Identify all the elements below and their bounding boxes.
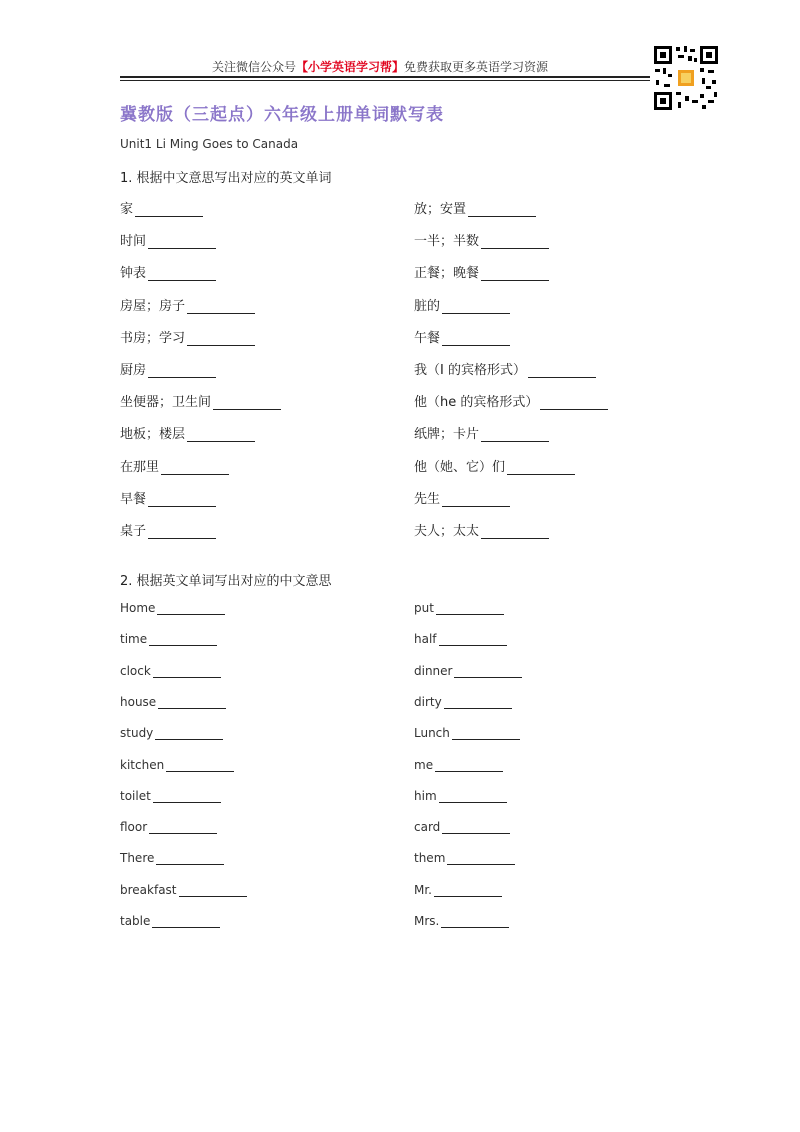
vocab-label: house — [120, 694, 157, 709]
answer-blank[interactable] — [155, 727, 223, 740]
vocab-label: Mrs. — [414, 914, 440, 928]
section2-left-item — [120, 789, 221, 803]
vocab-label: 一半；半数 — [414, 234, 480, 250]
vocab-label: put — [414, 601, 434, 615]
section1-right-item — [414, 327, 510, 346]
answer-blank[interactable] — [161, 462, 229, 475]
header-rule — [120, 76, 650, 78]
vocab-label: table — [120, 914, 151, 928]
vocab-label: 坐便器；卫生间 — [120, 395, 212, 411]
vocab-label: half — [414, 632, 437, 647]
answer-blank[interactable] — [152, 915, 220, 928]
section2-right-item — [414, 601, 504, 615]
section1-left-item — [120, 230, 216, 249]
vocab-label: 他（he 的宾格形式） — [414, 395, 539, 411]
answer-blank[interactable] — [187, 429, 255, 442]
vocab-label: toilet — [120, 788, 151, 803]
vocab-label: Mr. — [414, 882, 432, 897]
vocab-label: 房屋；房子 — [120, 298, 186, 314]
section1-left-item — [120, 198, 203, 217]
section1-right-item — [414, 262, 549, 281]
answer-blank[interactable] — [481, 236, 549, 249]
vocab-label: 桌子 — [120, 524, 147, 539]
answer-blank[interactable] — [135, 204, 203, 217]
vocab-label: dinner — [414, 663, 453, 678]
vocab-label: 地板；楼层 — [120, 427, 186, 443]
vocab-label: them — [414, 851, 446, 866]
answer-blank[interactable] — [439, 633, 507, 646]
section2-heading: 2. 根据英文单词写出对应的中文意思 — [120, 574, 332, 589]
answer-blank[interactable] — [442, 301, 510, 314]
section2-right-item — [414, 820, 510, 834]
section1-right-item — [414, 423, 549, 442]
vocab-label: 他（她、它）们 — [414, 459, 506, 475]
header-rule-thin — [120, 80, 650, 81]
answer-blank[interactable] — [507, 462, 575, 475]
answer-blank[interactable] — [436, 602, 504, 615]
section1-left-item — [120, 327, 255, 346]
answer-blank[interactable] — [442, 494, 510, 507]
section2-left-item — [120, 758, 234, 772]
section2-right-item — [414, 789, 507, 803]
vocab-label: me — [414, 757, 434, 772]
answer-blank[interactable] — [442, 333, 510, 346]
section1-heading: 1. 根据中文意思写出对应的英文单词 — [120, 171, 332, 186]
section1-left-item — [120, 488, 216, 507]
section2-right-item — [414, 695, 512, 709]
vocab-label: kitchen — [120, 757, 165, 772]
section2-right-item — [414, 914, 509, 928]
vocab-label: breakfast — [120, 882, 177, 897]
section2-left-item — [120, 726, 223, 740]
answer-blank[interactable] — [157, 602, 225, 615]
vocab-label: Lunch — [414, 726, 450, 741]
answer-blank[interactable] — [213, 397, 281, 410]
answer-blank[interactable] — [447, 852, 515, 865]
answer-blank[interactable] — [148, 526, 216, 539]
vocab-label: card — [414, 820, 441, 835]
answer-blank[interactable] — [528, 365, 596, 378]
vocab-label: floor — [120, 820, 148, 835]
vocab-label: 时间 — [120, 234, 147, 250]
answer-blank[interactable] — [187, 301, 255, 314]
section1-right-item — [414, 230, 549, 249]
section2-right-item — [414, 851, 515, 865]
unit-title: Unit1 Li Ming Goes to Canada — [120, 137, 299, 151]
section1-left-item — [120, 295, 255, 314]
section1-right-item — [414, 520, 549, 539]
section2-left-item — [120, 695, 226, 709]
section1-left-item — [120, 391, 281, 410]
section1-right-item — [414, 295, 510, 314]
vocab-label: 早餐 — [120, 491, 147, 507]
section2-right-item — [414, 726, 520, 740]
answer-blank[interactable] — [442, 821, 510, 834]
answer-blank[interactable] — [434, 884, 502, 897]
vocab-label: 在那里 — [120, 459, 160, 475]
answer-blank[interactable] — [149, 633, 217, 646]
section1-left-item — [120, 520, 216, 539]
vocab-label: Home — [120, 601, 156, 615]
section2-right-item — [414, 632, 507, 646]
vocab-label: 纸牌；卡片 — [414, 427, 480, 443]
section1-right-item — [414, 488, 510, 507]
qr-code-icon — [652, 44, 720, 112]
answer-blank[interactable] — [441, 915, 509, 928]
answer-blank[interactable] — [454, 665, 522, 678]
section2-left-item — [120, 632, 217, 646]
section1-left-item — [120, 423, 255, 442]
vocab-label: 午餐 — [414, 330, 441, 346]
section1-left-item — [120, 262, 216, 281]
header-highlight: 【小学英语学习帮】 — [295, 60, 404, 74]
section1-right-item — [414, 359, 596, 378]
section1-left-item — [120, 359, 216, 378]
answer-blank[interactable] — [166, 759, 234, 772]
answer-blank[interactable] — [481, 429, 549, 442]
section2-left-item — [120, 601, 225, 615]
vocab-label: 脏的 — [414, 298, 441, 314]
answer-blank[interactable] — [468, 204, 536, 217]
answer-blank[interactable] — [148, 268, 216, 281]
section2-left-item — [120, 851, 224, 865]
answer-blank[interactable] — [148, 365, 216, 378]
section1-right-item — [414, 198, 536, 217]
answer-blank[interactable] — [439, 790, 507, 803]
section2-right-item — [414, 883, 502, 897]
vocab-label: dirty — [414, 694, 442, 709]
answer-blank[interactable] — [179, 884, 247, 897]
section1-right-item — [414, 391, 608, 410]
page-title: 冀教版（三起点）六年级上册单词默写表 — [120, 105, 444, 125]
section2-left-item — [120, 664, 221, 678]
vocab-label: 厨房 — [120, 363, 147, 378]
section1-right-item — [414, 456, 575, 475]
answer-blank[interactable] — [481, 268, 549, 281]
section2-left-item — [120, 914, 220, 928]
header-suffix: 免费获取更多英语学习资源 — [404, 60, 549, 74]
vocab-label: study — [120, 726, 154, 741]
vocab-label: 书房；学习 — [120, 330, 186, 346]
answer-blank[interactable] — [540, 397, 608, 410]
answer-blank[interactable] — [435, 759, 503, 772]
section2-right-item — [414, 758, 503, 772]
vocab-label: 先生 — [414, 491, 441, 507]
answer-blank[interactable] — [149, 821, 217, 834]
vocab-label: time — [120, 632, 148, 647]
section2-left-item — [120, 820, 217, 834]
vocab-label: 放；安置 — [414, 202, 467, 217]
answer-blank[interactable] — [158, 696, 226, 709]
section2-right-item — [414, 664, 522, 678]
answer-blank[interactable] — [153, 665, 221, 678]
answer-blank[interactable] — [481, 526, 549, 539]
vocab-label: There — [120, 851, 155, 866]
vocab-label: 夫人；太太 — [414, 524, 480, 539]
answer-blank[interactable] — [148, 236, 216, 249]
answer-blank[interactable] — [187, 333, 255, 346]
answer-blank[interactable] — [156, 852, 224, 865]
section1-left-item — [120, 456, 229, 475]
vocab-label: him — [414, 788, 437, 803]
answer-blank[interactable] — [444, 696, 512, 709]
vocab-label: 我（I 的宾格形式） — [414, 363, 526, 378]
section2-left-item — [120, 883, 247, 897]
answer-blank[interactable] — [153, 790, 221, 803]
answer-blank[interactable] — [452, 727, 520, 740]
vocab-label: 正餐；晚餐 — [414, 266, 480, 282]
header-prefix: 关注微信公众号 — [211, 60, 296, 74]
vocab-label: clock — [120, 663, 151, 678]
vocab-label: 家 — [120, 202, 134, 217]
answer-blank[interactable] — [148, 494, 216, 507]
page-header — [120, 58, 640, 78]
vocab-label: 钟表 — [120, 266, 147, 282]
